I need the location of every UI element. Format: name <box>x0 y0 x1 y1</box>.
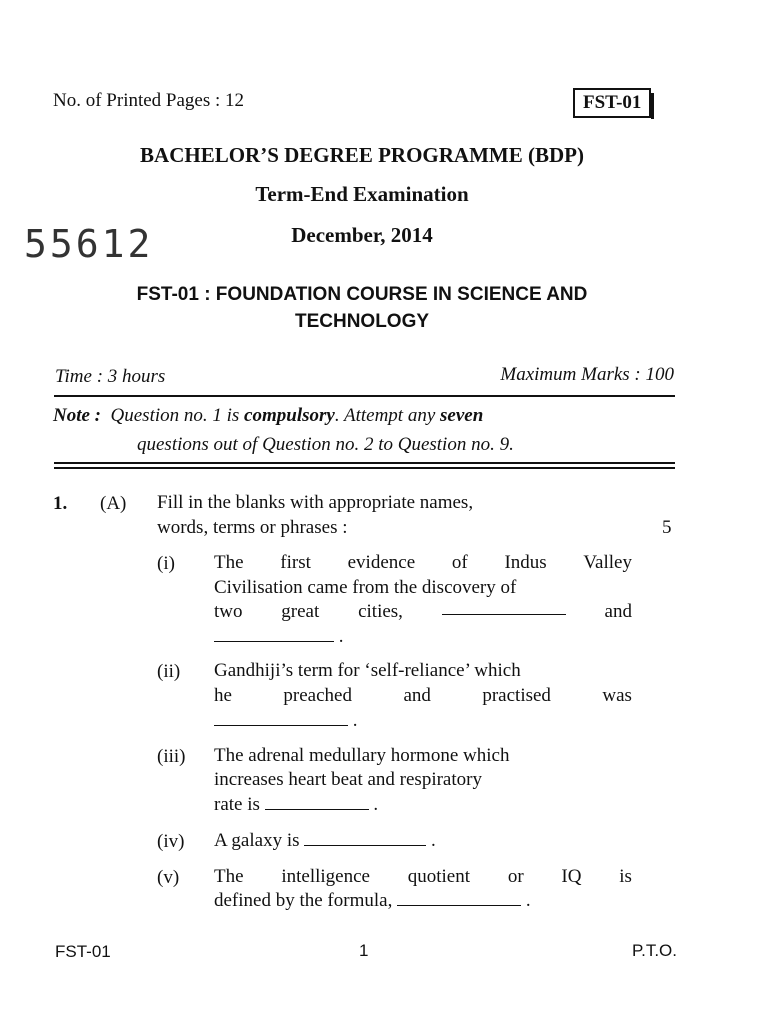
word: two <box>214 601 243 622</box>
item-line <box>214 684 632 708</box>
item-text: A galaxy is <box>214 830 300 851</box>
answer-blank <box>442 600 566 615</box>
word: and <box>604 601 632 622</box>
word: first <box>280 552 311 573</box>
exam-title: Term-End Examination <box>255 182 469 206</box>
item-number: (v) <box>157 867 180 888</box>
item-line <box>214 551 632 575</box>
word: or <box>507 866 524 887</box>
item-line <box>214 793 378 817</box>
item-end: . <box>431 830 436 851</box>
question-number: 1. <box>53 493 68 514</box>
word: he <box>214 685 232 706</box>
question-part: (A) <box>100 493 127 514</box>
course-code-box: FST-01 <box>573 88 651 118</box>
word: preached <box>283 685 352 706</box>
handwritten-serial-number: 55612 <box>24 222 154 266</box>
item-number: (iv) <box>157 831 185 852</box>
item-line: The adrenal medullary hormone which <box>214 745 510 766</box>
note <box>53 405 483 427</box>
item-line <box>214 889 531 913</box>
item-number: (iii) <box>157 746 186 767</box>
item-text: defined by the formula, <box>214 890 393 911</box>
exam-date: December, 2014 <box>291 223 433 247</box>
word: IQ <box>561 866 582 887</box>
item-line <box>214 829 436 853</box>
answer-blank <box>214 627 334 642</box>
item-text: rate is <box>214 794 260 815</box>
item-line <box>214 709 358 733</box>
word: The <box>214 866 244 887</box>
word: great <box>281 601 320 622</box>
word: practised <box>482 685 551 706</box>
note-label: Note : <box>53 405 102 426</box>
answer-blank <box>304 831 426 846</box>
exam-time: Time : 3 hours <box>55 366 166 387</box>
divider-top <box>54 395 675 397</box>
footer-pto: P.T.O. <box>631 941 677 960</box>
answer-blank <box>397 891 521 906</box>
answer-blank <box>265 795 369 810</box>
item-end: . <box>373 794 379 815</box>
programme-title: BACHELOR’S DEGREE PROGRAMME (BDP) <box>140 143 584 167</box>
printed-pages: No. of Printed Pages : 12 <box>53 90 245 111</box>
word: cities, <box>358 601 403 622</box>
item-line: increases heart beat and respiratory <box>214 769 482 790</box>
word: is <box>619 866 632 887</box>
word: of <box>451 552 468 573</box>
item-line: Gandhiji’s term for ‘self-reliance’ which <box>214 660 521 681</box>
item-number: (i) <box>157 553 175 574</box>
course-title-line1: FST-01 : FOUNDATION COURSE IN SCIENCE AND <box>136 284 588 305</box>
footer-course-code: FST-01 <box>55 942 111 961</box>
footer-page-number: 1 <box>359 941 369 960</box>
note-emphasis-compulsory: compulsory <box>244 405 335 426</box>
item-line: Civilisation came from the discovery of <box>214 577 517 598</box>
question-instruction-line1: Fill in the blanks with appropriate names, <box>157 492 474 513</box>
word: The <box>214 552 244 573</box>
note-line2: questions out of Question no. 2 to Question no. 9. <box>137 434 514 455</box>
word: and <box>403 685 431 706</box>
word: Indus <box>504 552 547 573</box>
note-text-2: . Attempt any <box>334 405 436 426</box>
word: intelligence <box>281 866 370 887</box>
item-end: . <box>525 890 531 911</box>
divider-double-2 <box>54 467 675 469</box>
item-line <box>214 625 344 649</box>
word: quotient <box>407 866 471 887</box>
item-end: . <box>352 710 358 731</box>
item-end: . <box>338 626 344 647</box>
question-marks: 5 <box>662 517 672 538</box>
item-number: (ii) <box>157 661 181 682</box>
answer-blank <box>214 711 348 726</box>
question-instruction-line2: words, terms or phrases : <box>157 517 348 538</box>
note-text-1: Question no. 1 is <box>110 405 240 426</box>
divider-double-1 <box>54 462 675 464</box>
item-line <box>214 600 632 624</box>
note-emphasis-seven: seven <box>440 405 484 426</box>
word: Valley <box>583 552 632 573</box>
max-marks: Maximum Marks : 100 <box>500 364 674 385</box>
course-title-line2: TECHNOLOGY <box>294 311 430 332</box>
word: evidence <box>347 552 416 573</box>
item-line <box>214 865 632 889</box>
word: was <box>602 685 632 706</box>
